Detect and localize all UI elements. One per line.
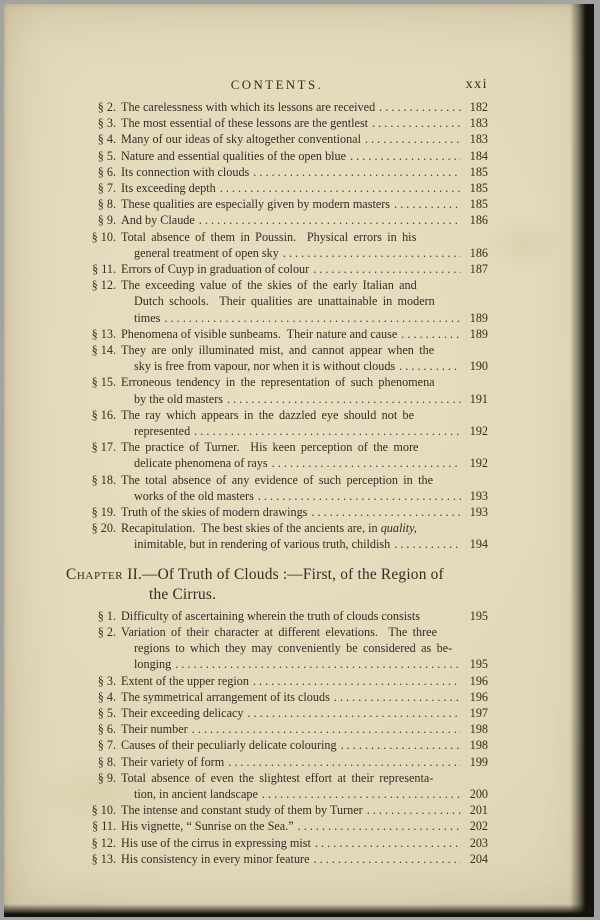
toc-line [66, 624, 488, 640]
dot-leader [365, 131, 461, 147]
toc-entry [66, 737, 488, 753]
page-number: 193 [469, 505, 488, 520]
entry-text [121, 608, 420, 624]
toc-line [66, 229, 488, 245]
entry-text [121, 261, 309, 277]
entry-text [121, 196, 390, 212]
dot-leader [394, 196, 461, 212]
toc-line [66, 374, 488, 390]
section-number: § 6. [97, 722, 116, 737]
toc-line [66, 608, 488, 624]
toc-entry [66, 180, 488, 196]
page-number: 189 [469, 310, 488, 325]
dot-leader [253, 673, 461, 689]
entry-text-segment: Its exceeding depth [121, 181, 216, 196]
entry-text-segment: Truth of the skies of modern drawings [121, 505, 308, 520]
toc-line [66, 212, 488, 228]
toc-line [66, 115, 488, 131]
book-page [4, 4, 594, 917]
chapter1-toc-list [66, 99, 488, 553]
entry-text-segment: Its connection with clouds [121, 164, 250, 179]
dot-leader [367, 802, 461, 818]
entry-text [121, 358, 395, 374]
toc-entry [66, 624, 488, 673]
dot-leader [298, 818, 461, 834]
toc-entry [66, 705, 488, 721]
entry-text-segment: Total absence of them in Poussin. Physical errors in his [121, 229, 417, 244]
entry-text [121, 536, 390, 552]
page-number: 197 [469, 705, 488, 720]
entry-text [121, 180, 216, 196]
page-number: 185 [469, 181, 488, 196]
toc-entry [66, 148, 488, 164]
dot-leader [341, 737, 461, 753]
page-number: 190 [469, 359, 488, 374]
entry-text [121, 802, 363, 818]
entry-text-segment: The practice of Turner. His keen perception of the more [121, 440, 419, 455]
entry-text [121, 786, 258, 802]
toc-entry [66, 229, 488, 261]
dot-leader [199, 212, 461, 228]
entry-text [121, 164, 249, 180]
entry-text [121, 99, 375, 115]
entry-text [121, 488, 254, 504]
page-number: 196 [469, 689, 488, 704]
toc-entry [66, 754, 488, 770]
entry-text [121, 423, 190, 439]
page-number: 200 [469, 786, 488, 801]
entry-text [121, 472, 433, 488]
dot-leader [220, 180, 461, 196]
section-number: § 16. [91, 407, 116, 422]
page-number: 184 [469, 148, 488, 163]
entry-text-segment: The intense and constant study of them by Turner [121, 803, 363, 818]
entry-text-segment: Their exceeding delicacy [121, 705, 244, 720]
entry-text [121, 640, 452, 656]
entry-text-segment: Errors of Cuyp in graduation of colour [121, 262, 310, 277]
section-number: § 5. [97, 705, 116, 720]
toc-line [66, 277, 488, 293]
entry-text [121, 229, 416, 245]
entry-text-segment: The exceeding value of the skies of the early Italian and [121, 278, 417, 293]
page-number: 198 [469, 722, 488, 737]
section-number: § 2. [97, 624, 116, 639]
entry-text-segment: longing [134, 657, 172, 672]
section-number: § 12. [91, 835, 116, 850]
folio-number: xxi [465, 77, 488, 92]
section-number: § 7. [97, 738, 116, 753]
toc-entry [66, 673, 488, 689]
toc-line [66, 689, 488, 705]
toc-entry [66, 326, 488, 342]
dot-leader [283, 245, 461, 261]
entry-text [121, 673, 249, 689]
toc-line [66, 721, 488, 737]
toc-entry [66, 261, 488, 277]
entry-text-segment: tion, in ancient landscape [134, 786, 258, 801]
dot-leader [164, 310, 461, 326]
dot-leader [192, 721, 461, 737]
dot-leader [314, 851, 461, 867]
section-number: § 9. [97, 213, 116, 228]
entry-text [121, 391, 223, 407]
dot-leader [394, 536, 461, 552]
chapter-title-line2: the Cirrus. [149, 585, 217, 603]
section-number: § 3. [97, 116, 116, 131]
dot-leader [399, 358, 461, 374]
section-number: § 4. [97, 689, 116, 704]
section-number: § 9. [97, 770, 116, 785]
page-number: 202 [469, 819, 488, 834]
toc-line [66, 293, 488, 309]
entry-text [121, 293, 435, 309]
section-number: § 11. [92, 819, 116, 834]
page-number: 203 [469, 835, 488, 850]
toc-entry [66, 608, 488, 624]
toc-entry [66, 439, 488, 471]
entry-text-segment: sky is free from vapour, nor when it is without clouds [134, 359, 396, 374]
toc-line [66, 835, 488, 851]
section-number: § 18. [91, 472, 116, 487]
toc-entry [66, 196, 488, 212]
section-number: § 2. [97, 100, 116, 114]
page-number: 186 [469, 245, 488, 260]
entry-text-segment: Nature and essential qualities of the open blue [121, 148, 347, 163]
toc-entry [66, 770, 488, 802]
toc-entry [66, 689, 488, 705]
dot-leader [272, 455, 461, 471]
toc-line [66, 818, 488, 834]
toc-entry [66, 342, 488, 374]
entry-text-segment: Phenomena of visible sunbeams. Their nature and cause [121, 326, 398, 341]
entry-text [121, 115, 368, 131]
entry-text-segment: They are only illuminated mist, and cannot appear when the [121, 343, 435, 358]
entry-text [121, 131, 361, 147]
toc-line [66, 786, 488, 802]
section-number: § 6. [97, 164, 116, 179]
entry-text [121, 148, 346, 164]
page-number: 196 [469, 673, 488, 688]
toc-line [66, 310, 488, 326]
section-number: § 17. [91, 440, 116, 455]
entry-text [121, 407, 414, 423]
dot-leader [247, 705, 461, 721]
entry-text [121, 245, 279, 261]
entry-text-segment: inimitable, but in rendering of various truth, childish [134, 537, 391, 552]
entry-text-segment: His vignette, “ Sunrise on the Sea.” [121, 819, 294, 834]
toc-line [66, 656, 488, 672]
page-number: 192 [469, 424, 488, 439]
page-number: 183 [469, 132, 488, 147]
section-number: § 11. [92, 262, 116, 277]
page-number: 182 [469, 100, 488, 114]
toc-line [66, 131, 488, 147]
toc-line [66, 99, 488, 115]
toc-line [66, 520, 488, 536]
entry-text-segment: represented [134, 424, 191, 439]
dot-leader [194, 423, 461, 439]
entry-text [121, 326, 397, 342]
toc-line [66, 164, 488, 180]
entry-text-segment: by the old masters [134, 391, 224, 406]
entry-text-segment: Dutch schools. Their qualities are unattainable in modern [134, 294, 435, 309]
toc-line [66, 245, 488, 261]
toc-entry [66, 520, 488, 552]
entry-text-segment: The ray which appears in the dazzled eye should not be [121, 407, 415, 422]
toc-entry [66, 277, 488, 326]
toc-entry [66, 115, 488, 131]
entry-text-segment: times [134, 310, 161, 325]
dot-leader [227, 391, 461, 407]
section-number: § 5. [97, 148, 116, 163]
entry-text-segment: The total absence of any evidence of such perception in the [121, 472, 433, 487]
entry-text-segment: Variation of their character at different elevations. The three [121, 624, 437, 639]
entry-text [121, 737, 337, 753]
toc-line [66, 737, 488, 753]
toc-entry [66, 374, 488, 406]
dot-leader [311, 504, 461, 520]
toc-entry [66, 851, 488, 867]
chapter-title: II.—Of Truth of Clouds :—First, of the Region of [123, 565, 444, 583]
page-number: 195 [469, 657, 488, 672]
section-number: § 1. [97, 608, 116, 623]
toc-line [66, 472, 488, 488]
section-number: § 8. [97, 754, 116, 769]
toc-line [66, 407, 488, 423]
toc-entry [66, 721, 488, 737]
section-number: § 7. [97, 181, 116, 196]
dot-leader [401, 326, 461, 342]
entry-text-segment: His use of the cirrus in expressing mist [121, 835, 311, 850]
entry-text-italic: quality, [380, 521, 417, 536]
toc-entry [66, 99, 488, 115]
toc-line [66, 342, 488, 358]
section-number: § 20. [91, 521, 116, 536]
toc-entry [66, 164, 488, 180]
page-number: 199 [469, 754, 488, 769]
section-number: § 14. [91, 343, 116, 358]
toc-line [66, 802, 488, 818]
toc-line [66, 504, 488, 520]
toc-entry [66, 802, 488, 818]
toc-line [66, 358, 488, 374]
toc-line [66, 488, 488, 504]
toc-line [66, 455, 488, 471]
toc-entry [66, 131, 488, 147]
entry-text [121, 212, 195, 228]
entry-text-segment: works of the old masters [134, 488, 254, 503]
page-number: 204 [469, 851, 488, 866]
section-number: § 13. [91, 326, 116, 341]
entry-text-segment: Total absence of even the slightest effort at their representa- [121, 770, 434, 785]
entry-text-segment: His consistency in every minor feature [121, 851, 310, 866]
page-number: 192 [469, 456, 488, 471]
section-number: § 4. [97, 132, 116, 147]
section-number: § 8. [97, 197, 116, 212]
toc-line [66, 148, 488, 164]
toc-line [66, 196, 488, 212]
toc-line [66, 851, 488, 867]
page-number: 201 [469, 803, 488, 818]
toc-entry [66, 212, 488, 228]
entry-text [121, 455, 268, 471]
section-number: § 10. [91, 229, 116, 244]
entry-text [121, 342, 434, 358]
entry-text-segment: Recapitulation. The best skies of the ancients are, in [121, 521, 381, 536]
toc-entry [66, 818, 488, 834]
entry-text-segment: Erroneous tendency in the representation of such phenomena [121, 375, 435, 390]
entry-text [121, 656, 171, 672]
section-number: § 12. [91, 278, 116, 293]
dot-leader [258, 488, 461, 504]
toc-line [66, 326, 488, 342]
toc-line [66, 180, 488, 196]
toc-line [66, 770, 488, 786]
page-number: 191 [469, 391, 488, 406]
page-number: 198 [469, 738, 488, 753]
toc-line [66, 705, 488, 721]
toc-line [66, 754, 488, 770]
page-edge-shadow-bottom [4, 904, 594, 917]
toc-line [66, 423, 488, 439]
page-number: 183 [469, 116, 488, 131]
dot-leader [253, 164, 461, 180]
page-number: 187 [469, 262, 488, 277]
dot-leader [175, 656, 461, 672]
toc-entry [66, 472, 488, 504]
entry-text [121, 754, 224, 770]
toc-entry [66, 407, 488, 439]
entry-text [121, 770, 433, 786]
entry-text [121, 689, 330, 705]
page-number: 195 [469, 608, 488, 623]
running-head [66, 78, 488, 96]
page-number: 189 [469, 326, 488, 341]
entry-text-segment: These qualities are especially given by modern masters [121, 197, 391, 212]
entry-text-segment: And by Claude [121, 213, 195, 228]
section-number: § 13. [91, 851, 116, 866]
chapter2-heading [66, 565, 488, 605]
entry-text [121, 851, 310, 867]
entry-text [121, 835, 311, 851]
entry-text-segment: regions to which they may conveniently be considered as be- [134, 641, 453, 656]
section-number: § 19. [91, 505, 116, 520]
dot-leader [313, 261, 461, 277]
toc-entry [66, 504, 488, 520]
dot-leader [334, 689, 461, 705]
entry-text [121, 818, 294, 834]
dot-leader [379, 99, 461, 115]
entry-text [121, 277, 417, 293]
dot-leader [350, 148, 461, 164]
toc-line [66, 673, 488, 689]
entry-text [121, 374, 435, 390]
dot-leader [228, 754, 461, 770]
page-edge-shadow-right [570, 4, 594, 917]
entry-text [121, 705, 243, 721]
contents-title: CONTENTS. [230, 78, 324, 92]
dot-leader [262, 786, 461, 802]
entry-text-segment: Many of our ideas of sky altogether conventional [121, 132, 361, 147]
toc-line [66, 391, 488, 407]
entry-text-segment: Their number [121, 722, 188, 737]
entry-text [121, 310, 160, 326]
entry-text-segment: The symmetrical arrangement of its clouds [121, 689, 330, 704]
entry-text [121, 624, 437, 640]
page-number: 186 [469, 213, 488, 228]
toc-line [66, 640, 488, 656]
entry-text [121, 520, 417, 536]
page-number: 194 [469, 537, 488, 552]
toc-entry [66, 835, 488, 851]
entry-text-segment: Their variety of form [121, 754, 225, 769]
dot-leader [315, 835, 461, 851]
toc-line [66, 439, 488, 455]
section-number: § 15. [91, 375, 116, 390]
entry-text-segment: The carelessness with which its lessons are received [121, 100, 376, 114]
section-number: § 3. [97, 673, 116, 688]
section-number: § 10. [91, 803, 116, 818]
toc-line [66, 261, 488, 277]
entry-text-segment: Causes of their peculiarly delicate colouring [121, 738, 337, 753]
page-number: 193 [469, 488, 488, 503]
dot-leader [372, 115, 461, 131]
page-content [66, 78, 488, 867]
entry-text [121, 721, 188, 737]
toc-line [66, 536, 488, 552]
entry-text-segment: The most essential of these lessons are the gentlest [121, 116, 369, 131]
page-number: 185 [469, 164, 488, 179]
entry-text [121, 504, 307, 520]
entry-text-segment: general treatment of open sky [134, 245, 279, 260]
chapter-label: Chapter [66, 565, 124, 583]
chapter2-toc-list [66, 608, 488, 867]
entry-text [121, 439, 418, 455]
page-number: 185 [469, 197, 488, 212]
entry-text-segment: delicate phenomena of rays [134, 456, 268, 471]
entry-text-segment: Difficulty of ascertaining wherein the truth of clouds consists [121, 608, 420, 623]
entry-text-segment: Extent of the upper region [121, 673, 249, 688]
